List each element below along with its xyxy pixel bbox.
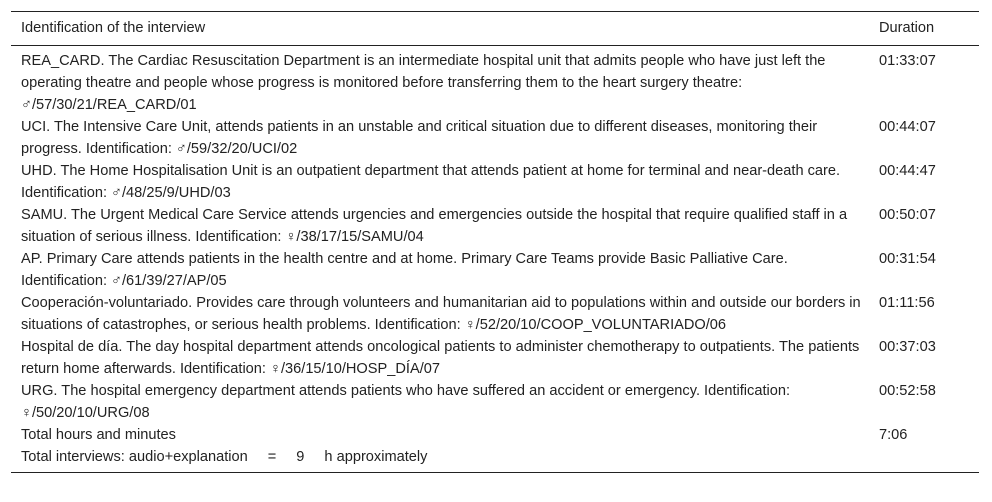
row-duration: 00:44:47 <box>879 163 936 179</box>
total-interviews-eq: = <box>267 449 277 465</box>
total-interviews-row <box>11 446 979 473</box>
row-duration: 01:33:07 <box>879 53 936 69</box>
row-description: URG. The hospital emergency department attends patients who have suffered an accident or emergency. Identification: ♀/50/20/10/URG/08 <box>21 383 791 421</box>
total-interviews-label: Total interviews: audio+explanation <box>21 449 248 465</box>
row-duration: 01:11:56 <box>879 295 935 311</box>
row-description: AP. Primary Care attends patients in the health centre and at home. Primary Care Teams provide Basic Palliative Care. Identification: ♂/61/39/27/AP/05 <box>21 251 788 289</box>
table-header <box>11 12 979 46</box>
row-description: SAMU. The Urgent Medical Care Service attends urgencies and emergencies outside the hospital that require qualified staff in a situation of serious illness. Identification: ♀/38/17/15/SAMU/04 <box>21 207 848 245</box>
total-interviews-unit: h approximately <box>324 449 428 465</box>
row-description: UCI. The Intensive Care Unit, attends patients in an unstable and critical situation due to different diseases, monitoring their progress. Identification: ♂/59/32/20/UCI/02 <box>21 119 818 157</box>
row-duration: 00:50:07 <box>879 207 936 223</box>
total-interviews-cell <box>11 446 875 473</box>
header-row <box>11 12 979 46</box>
header-identification: Identification of the interview <box>21 20 206 36</box>
table-row <box>11 204 979 248</box>
row-duration: 00:31:54 <box>879 251 936 267</box>
row-description: UHD. The Home Hospitalisation Unit is an outpatient department that attends patient at home for terminal and near-death care. Identification: ♂/48/25/9/UHD/03 <box>21 163 841 201</box>
interviews-table <box>11 11 979 473</box>
table-body <box>11 46 979 473</box>
row-duration: 00:37:03 <box>879 339 936 355</box>
total-interviews-duration-empty <box>875 446 979 473</box>
table-row <box>11 248 979 292</box>
row-duration: 00:52:58 <box>879 383 936 399</box>
table-row <box>11 336 979 380</box>
row-description: Cooperación-voluntariado. Provides care through volunteers and humanitarian aid to populations within and outside our borders in situations of catastrophes, or serious health problems. Identification: ♀/52/20/10/COOP_VOLUNTARIADO/06 <box>21 295 861 333</box>
total-hours-label: Total hours and minutes <box>21 427 176 443</box>
row-description: Hospital de día. The day hospital department attends oncological patients to administer chemotherapy to outpatients. The patients return home afterwards. Identification: ♀/36/15/10/HOSP_DÍA/07 <box>21 339 860 377</box>
table-row <box>11 292 979 336</box>
table-row <box>11 160 979 204</box>
interviews-table-container <box>11 11 979 473</box>
table-row <box>11 116 979 160</box>
row-duration: 00:44:07 <box>879 119 936 135</box>
table-row <box>11 46 979 117</box>
total-hours-row <box>11 424 979 446</box>
total-interviews-value: 9 <box>296 449 305 465</box>
table-row <box>11 380 979 424</box>
header-duration: Duration <box>879 20 935 36</box>
total-hours-value: 7:06 <box>879 427 908 443</box>
row-description: REA_CARD. The Cardiac Resuscitation Department is an intermediate hospital unit that admits people who have just left the operating theatre and people whose progress is monitored before transferring them to the heart surgery theatre: ♂/57/30/21/REA_CARD/01 <box>21 53 826 113</box>
